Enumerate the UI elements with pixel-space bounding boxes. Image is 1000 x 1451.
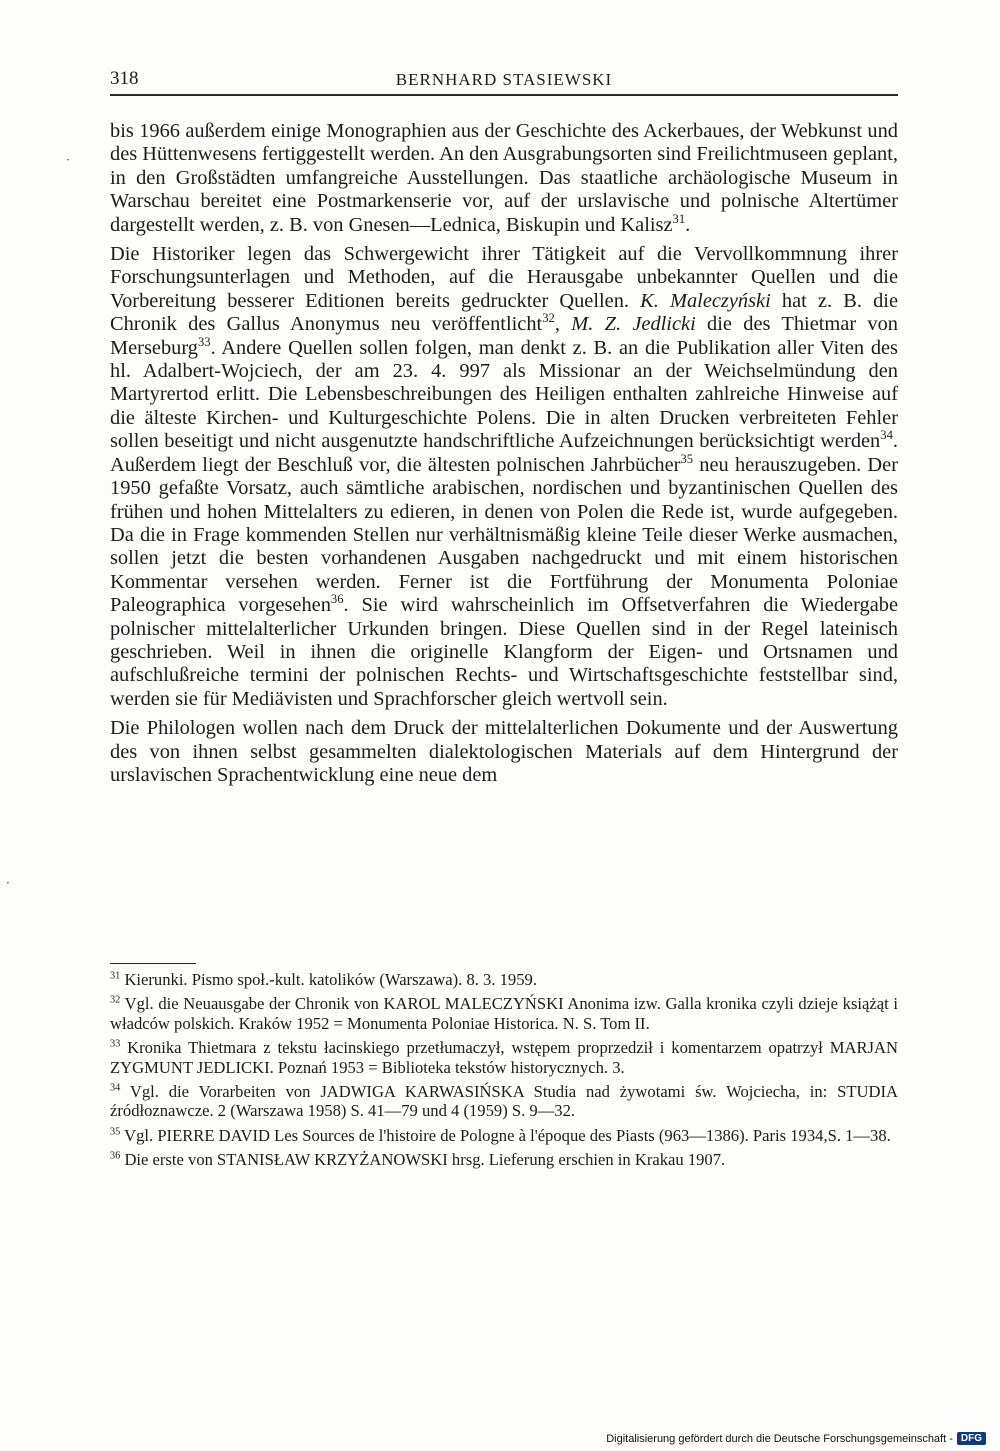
body-text	[110, 120, 898, 793]
footnote-number: 34	[110, 1082, 121, 1094]
digitization-credit	[606, 1432, 986, 1445]
footnote-ref: 35	[680, 451, 694, 466]
running-head-author: BERNHARD STASIEWSKI	[395, 70, 613, 89]
footnote-ref: 32	[542, 311, 555, 326]
paragraph: Die Historiker legen das Schwergewicht ihrer Tätigkeit auf die Vervollkommnung ihrer Forschungsunterlagen und Methoden, auf die Herausgabe unbekannter Quellen und die Vorbereitung besserer Editionen bereits gedruckter Quellen. K. Maleczyński hat z. B. die Chronik des Gallus Anonymus neu veröffentlicht$^{32}$, M. Z. Jedlicki die des Thietmar von Merseburg$^{33}$. Andere Quellen sollen folgen, man denkt z. B. an die Publikation aller Viten des hl. Adalbert-Wojciech, der am 23. 4. 997 als Missionar an der Weichselmündung den Martyrertod erlitt. Die Lebensbeschreibungen des Heiligen enthalten zahlreiche Hinweise auf die älteste Kirchen- und Kulturgeschichte Polens. Die in alten Drucken verbreiteten Fehler sollen beseitigt und nicht ausgenutzte handschriftliche Aufzeichnungen berücksichtigt werden$^{34}$. Außerdem liegt der Beschluß vor, die ältesten polnischen Jahrbücher$^{35}$ neu herauszugeben. Der 1950 gefaßte Vorsatz, auch sämtliche arabischen, nordischen und byzantinischen Quellen des frühen und hohen Mittelalters zu edieren, in denen von Polen die Rede ist, wurde aufgegeben. Da die in Frage kommenden Stellen nur verhältnismäßig kleine Teile dieser Werke ausmachen, sollen jetzt die besten vorhandenen Ausgaben nachgedruckt und mit einem historischen Kommentar versehen werden. Ferner ist die Fortführung der Monumenta Poloniae Paleographica vorgesehen$^{36}$. Sie wird wahrscheinlich im Offsetverfahren die Wiedergabe polnischer mittelalterlicher Urkunden bringen. Diese Quellen sind in der Regel lateinisch geschrieben. Weil in ihnen die originelle Klangform der Eigen- und Ortsnamen und aufschlußreiche termini der polnischen Rechts- und Wirtschaftsgeschichte feststellbar sind, werden sie für Mediävisten und Sprachforscher gleich wertvoll sein.	[110, 243, 899, 710]
footnote-number: 35	[110, 1126, 121, 1138]
dfg-logo: DFG	[957, 1432, 986, 1445]
running-header	[110, 66, 898, 96]
footnote: $^{31}$ Kierunki. Pismo społ.-kult. katolików (Warszawa). 8. 3. 1959.	[110, 970, 537, 989]
footnote: $^{33}$ Kronika Thietmara z tekstu łacinskiego przetłumaczył, wstępem proprzedził i komentarzem opatrzył MARJAN ZYGMUNT JEDLICKI. Poznań 1953 = Biblioteka tekstów historycznych. 3.	[110, 1038, 898, 1077]
footnote-ref: 31	[672, 211, 686, 226]
footnote: $^{36}$ Die erste von STANISŁAW KRZYŻANOWSKI hrsg. Lieferung erschien in Krakau 1907.	[110, 1150, 726, 1170]
author-name: K. Maleczyński	[640, 289, 771, 312]
footnote-number: 33	[110, 1038, 121, 1050]
paragraph: bis 1966 außerdem einige Monographien aus der Geschichte des Ackerbaues, der Webkunst und des Hüttenwesens fertiggestellt werden. An den Ausgrabungsorten sind Freilichtmuseen geplant, in den Großstädten umfangreiche Ausstellungen. Das staatliche archäologische Museum in Warschau bereitet eine Postmarkenserie vor, auf der urslavische und polnische Altertümer dargestellt werden, z. B. von Gnesen—Lednica, Biskupin und Kalisz$^{31}$.	[110, 120, 898, 236]
footnote-number: 36	[110, 1150, 121, 1162]
footnote-ref: 33	[197, 334, 211, 349]
footnote: $^{32}$ Vgl. die Neuausgabe der Chronik von KAROL MALECZYŃSKI Anonima izw. Galla kronika czyli dzieje książąt i władców polskich. Kraków 1952 = Monumenta Poloniae Historica. N. S. Tom II.	[110, 994, 898, 1033]
paragraph: Die Philologen wollen nach dem Druck der mittelalterlichen Dokumente und der Auswertung des von ihnen selbst gesammelten dialektologischen Materials auf dem Hintergrund der urslavischen Sprachentwicklung eine neue dem	[110, 717, 898, 786]
margin-dot: ·	[6, 876, 10, 890]
footnote-number: 32	[110, 994, 121, 1006]
footnote-ref: 34	[880, 428, 893, 443]
footnote-ref: 36	[330, 592, 344, 607]
margin-dot: ·	[66, 153, 70, 167]
page-number: 318	[110, 68, 139, 89]
footnote: $^{35}$ Vgl. PIERRE DAVID Les Sources de l'histoire de Pologne à l'époque des Piasts (963—1386). Paris 1934,S. 1—38.	[110, 1125, 891, 1145]
footnotes	[110, 970, 898, 1175]
credit-text: Digitalisierung gefördert durch die Deutsche Forschungsgemeinschaft -	[606, 1432, 953, 1445]
footnote-rule	[110, 963, 196, 964]
footnote-number: 31	[110, 970, 121, 982]
author-name: M. Z. Jedlicki	[571, 313, 696, 336]
footnote: $^{34}$ Vgl. die Vorarbeiten von JADWIGA KARWASIŃSKA Studia nad żywotami św. Wojciecha, in: STUDIA źródłoznawcze. 2 (Warszawa 1958) S. 41—79 und 4 (1959) S. 9—32.	[110, 1082, 898, 1121]
